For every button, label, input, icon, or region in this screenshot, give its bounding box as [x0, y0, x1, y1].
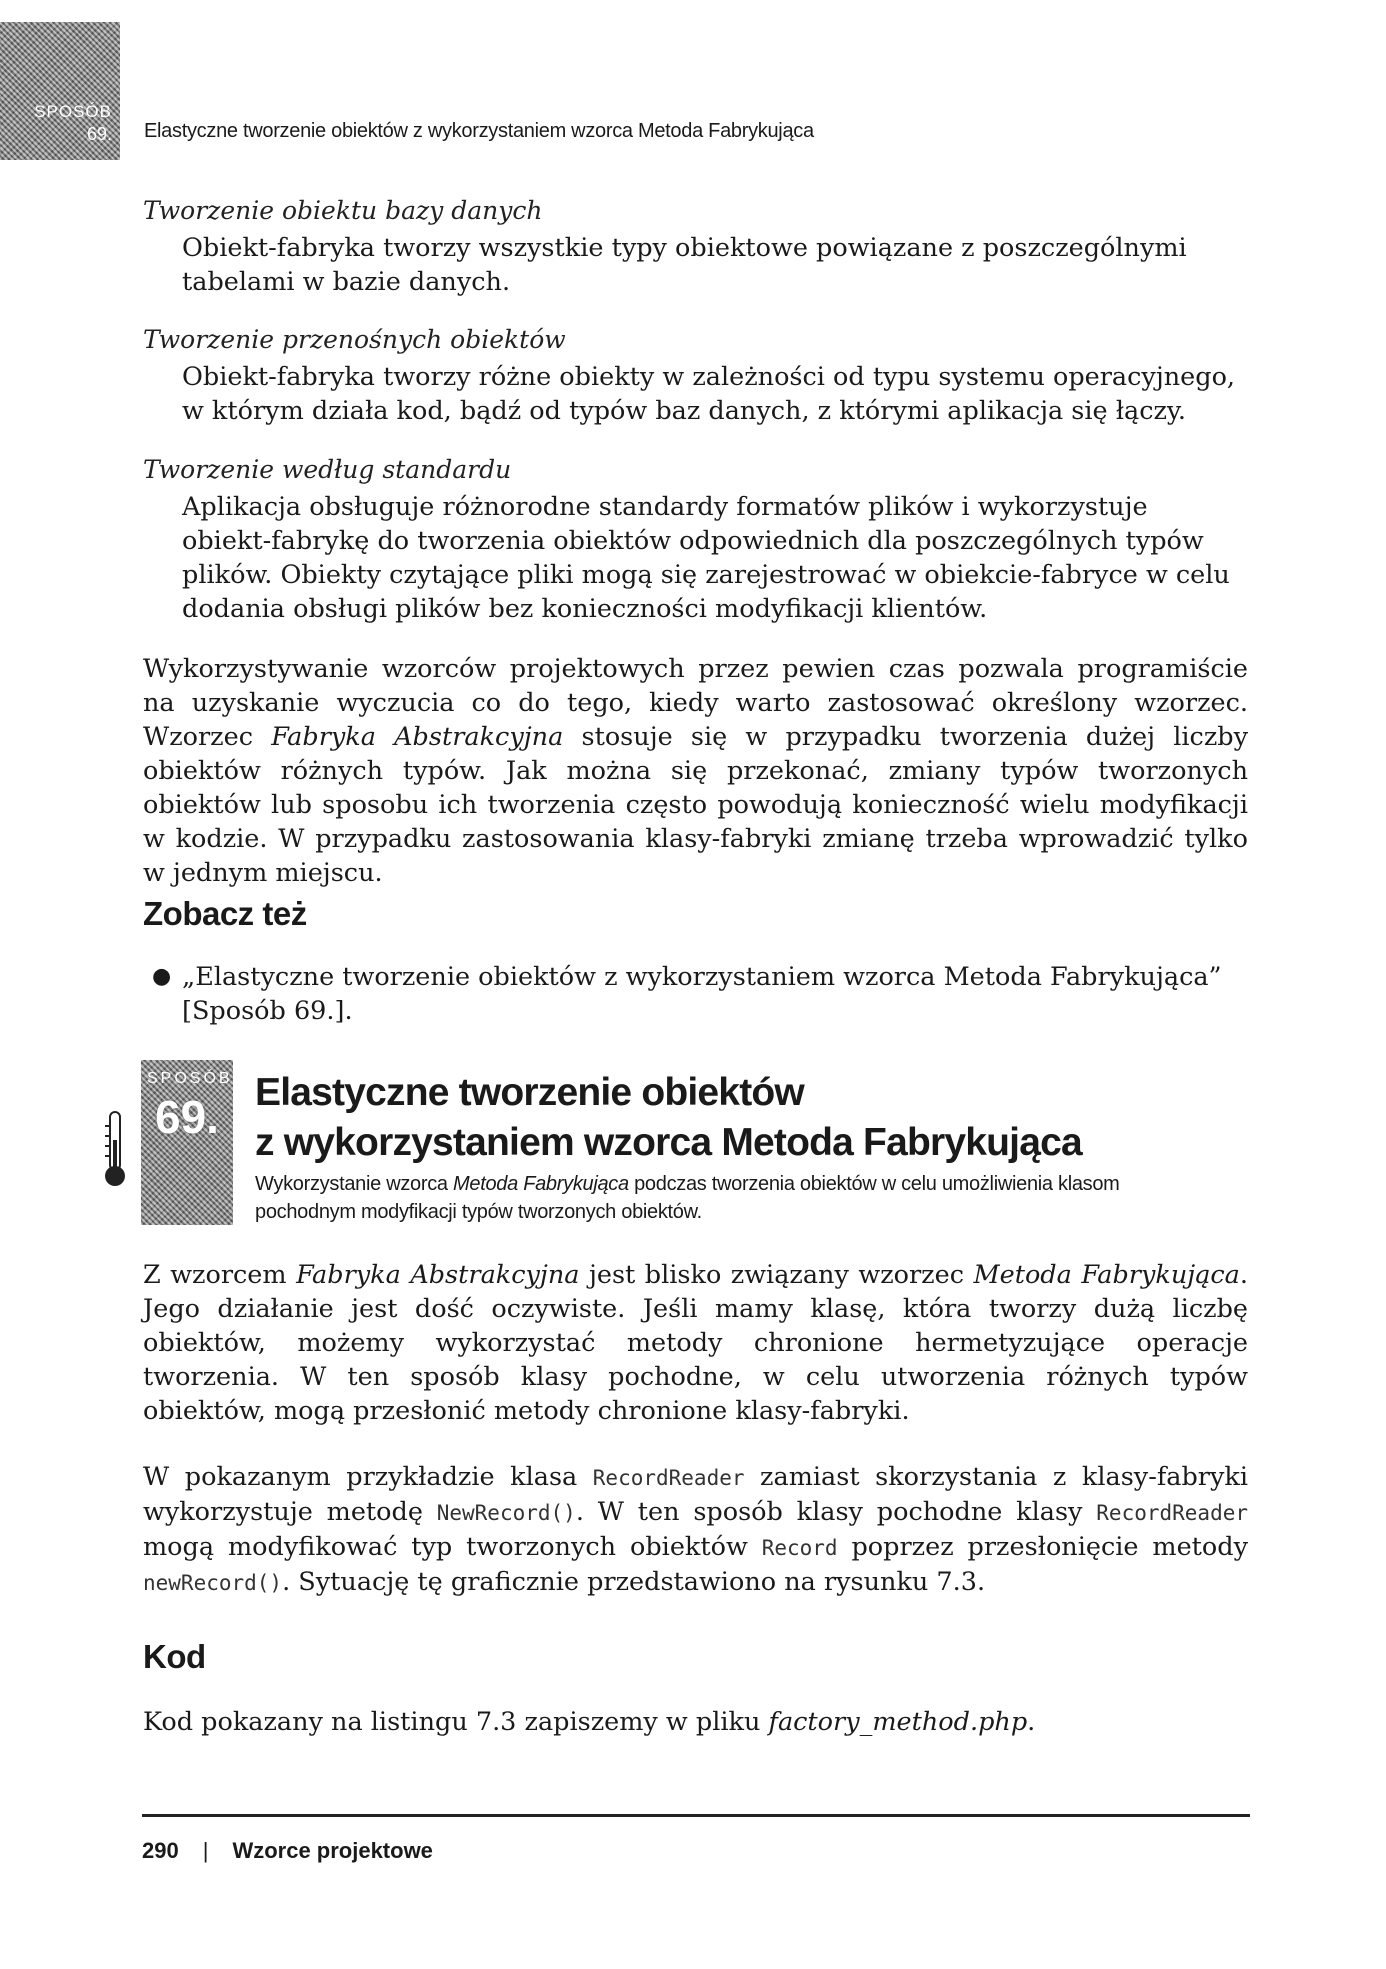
top-badge-label: SPOSÓB: [34, 102, 112, 121]
code-recordreader: RecordReader: [592, 1466, 745, 1490]
definition-term-3: Tworzenie według standardu: [143, 455, 512, 484]
footer-rule: [142, 1814, 1250, 1817]
code-record: Record: [761, 1536, 838, 1560]
definition-term-1: Tworzenie obiektu bazy danych: [143, 196, 543, 225]
definition-term-2: Tworzenie przenośnych obiektów: [143, 325, 566, 354]
top-badge-number: 69.: [86, 124, 112, 144]
see-also-list-item: [152, 960, 1252, 1028]
footer-separator: |: [202, 1838, 209, 1863]
definition-desc-3: Aplikacja obsługuje różnorodne standardy formatów plików i wykorzystuje obiekt-fabrykę do tworzenia obiektów odpowiednich dla poszczególnych typów plików. Obiekty czytające pliki mogą się zarejestrować w obiekcie-fabryce w celu dodania obsługi plików bez konieczności modyfikacji klientów.: [182, 492, 1230, 624]
emphasis-factory-method: Metoda Fabrykująca: [453, 1173, 629, 1195]
see-also-heading: Zobacz też: [143, 895, 307, 932]
top-sposob-badge: [0, 22, 120, 160]
code-newrecord: NewRecord(): [436, 1501, 576, 1525]
running-header: Elastyczne tworzenie obiektów z wykorzystaniem wzorca Metoda Fabrykująca: [144, 120, 814, 142]
paragraph-factory-method: Z wzorcem Fabryka Abstrakcyjna jest blisko związany wzorzec Metoda Fabrykująca. Jego działanie jest dość oczywiste. Jeśli mamy klasę, która tworzy dużą liczbę obiektów, możemy wykorzystać metody chronione hermetyzujące operacje tworzenia. W ten sposób klasy pochodne, w celu utworzenia różnych typów obiektów, mogą przesłonić metody chronione klasy-fabryki.: [143, 1260, 1248, 1426]
bullet-icon: ●: [152, 964, 172, 989]
section-title: [255, 1068, 1082, 1168]
section-title-line-2: z wykorzystaniem wzorca Metoda Fabrykująca: [255, 1121, 1082, 1164]
paragraph-record-reader: W pokazanym przykładzie klasa RecordReader zamiast skorzystania z klasy-fabryki wykorzystuje metodę NewRecord(). W ten sposób klasy pochodne klasy RecordReader mogą modyfikować typ tworzonych obiektów Record poprzez przesłonięcie metody newRecord(). Sytuację tę graficznie przedstawiono na rysunku 7.3.: [143, 1462, 1249, 1597]
paragraph-code: Kod pokazany na listingu 7.3 zapiszemy w pliku factory_method.php.: [143, 1707, 1036, 1737]
code-heading: Kod: [143, 1638, 206, 1675]
definition-desc-1: Obiekt-fabryka tworzy wszystkie typy obiektowe powiązane z poszczególnymi tabelami w bazie danych.: [182, 233, 1187, 297]
definition-desc-2: Obiekt-fabryka tworzy różne obiekty w zależności od typu systemu operacyjnego, w którym działa kod, bądź od typów baz danych, z którymi aplikacja się łączy.: [182, 362, 1236, 426]
section-title-line-1: Elastyczne tworzenie obiektów: [255, 1071, 804, 1114]
section-subtitle: Wykorzystanie wzorca Metoda Fabrykująca podczas tworzenia obiektów w celu umożliwienia klasom pochodnym modyfikacji typów tworzonych obiektów.: [255, 1173, 1120, 1223]
see-also-link[interactable]: „Elastyczne tworzenie obiektów z wykorzystaniem wzorca Metoda Fabrykująca” [Sposób 69.].: [182, 962, 1222, 1026]
section-badge-number: 69.: [155, 1091, 219, 1143]
section-sposob-badge: [141, 1060, 233, 1225]
emphasis-abstract-factory: Fabryka Abstrakcyjna: [271, 722, 564, 752]
page-footer: [142, 1838, 433, 1864]
chapter-title: Wzorce projektowe: [232, 1838, 433, 1863]
thermometer-icon: [102, 1110, 128, 1190]
paragraph-intro: Wykorzystywanie wzorców projektowych przez pewien czas pozwala programiście na uzyskanie wyczucia co do tego, kiedy warto zastosować określony wzorzec. Wzorzec Fabryka Abstrakcyjna stosuje się w przypadku tworzenia dużej liczby obiektów różnych typów. Jak można się przekonać, zmiany typów tworzonych obiektów lub sposobu ich tworzenia często powodują konieczność wielu modyfikacji w kodzie. W przypadku zastosowania klasy-fabryki zmianę trzeba wprowadzić tylko w jednym miejscu.: [143, 654, 1249, 888]
filename: factory_method.php: [768, 1707, 1028, 1737]
page-number: 290: [142, 1838, 179, 1863]
section-badge-label: SPOSÓB: [147, 1070, 233, 1087]
